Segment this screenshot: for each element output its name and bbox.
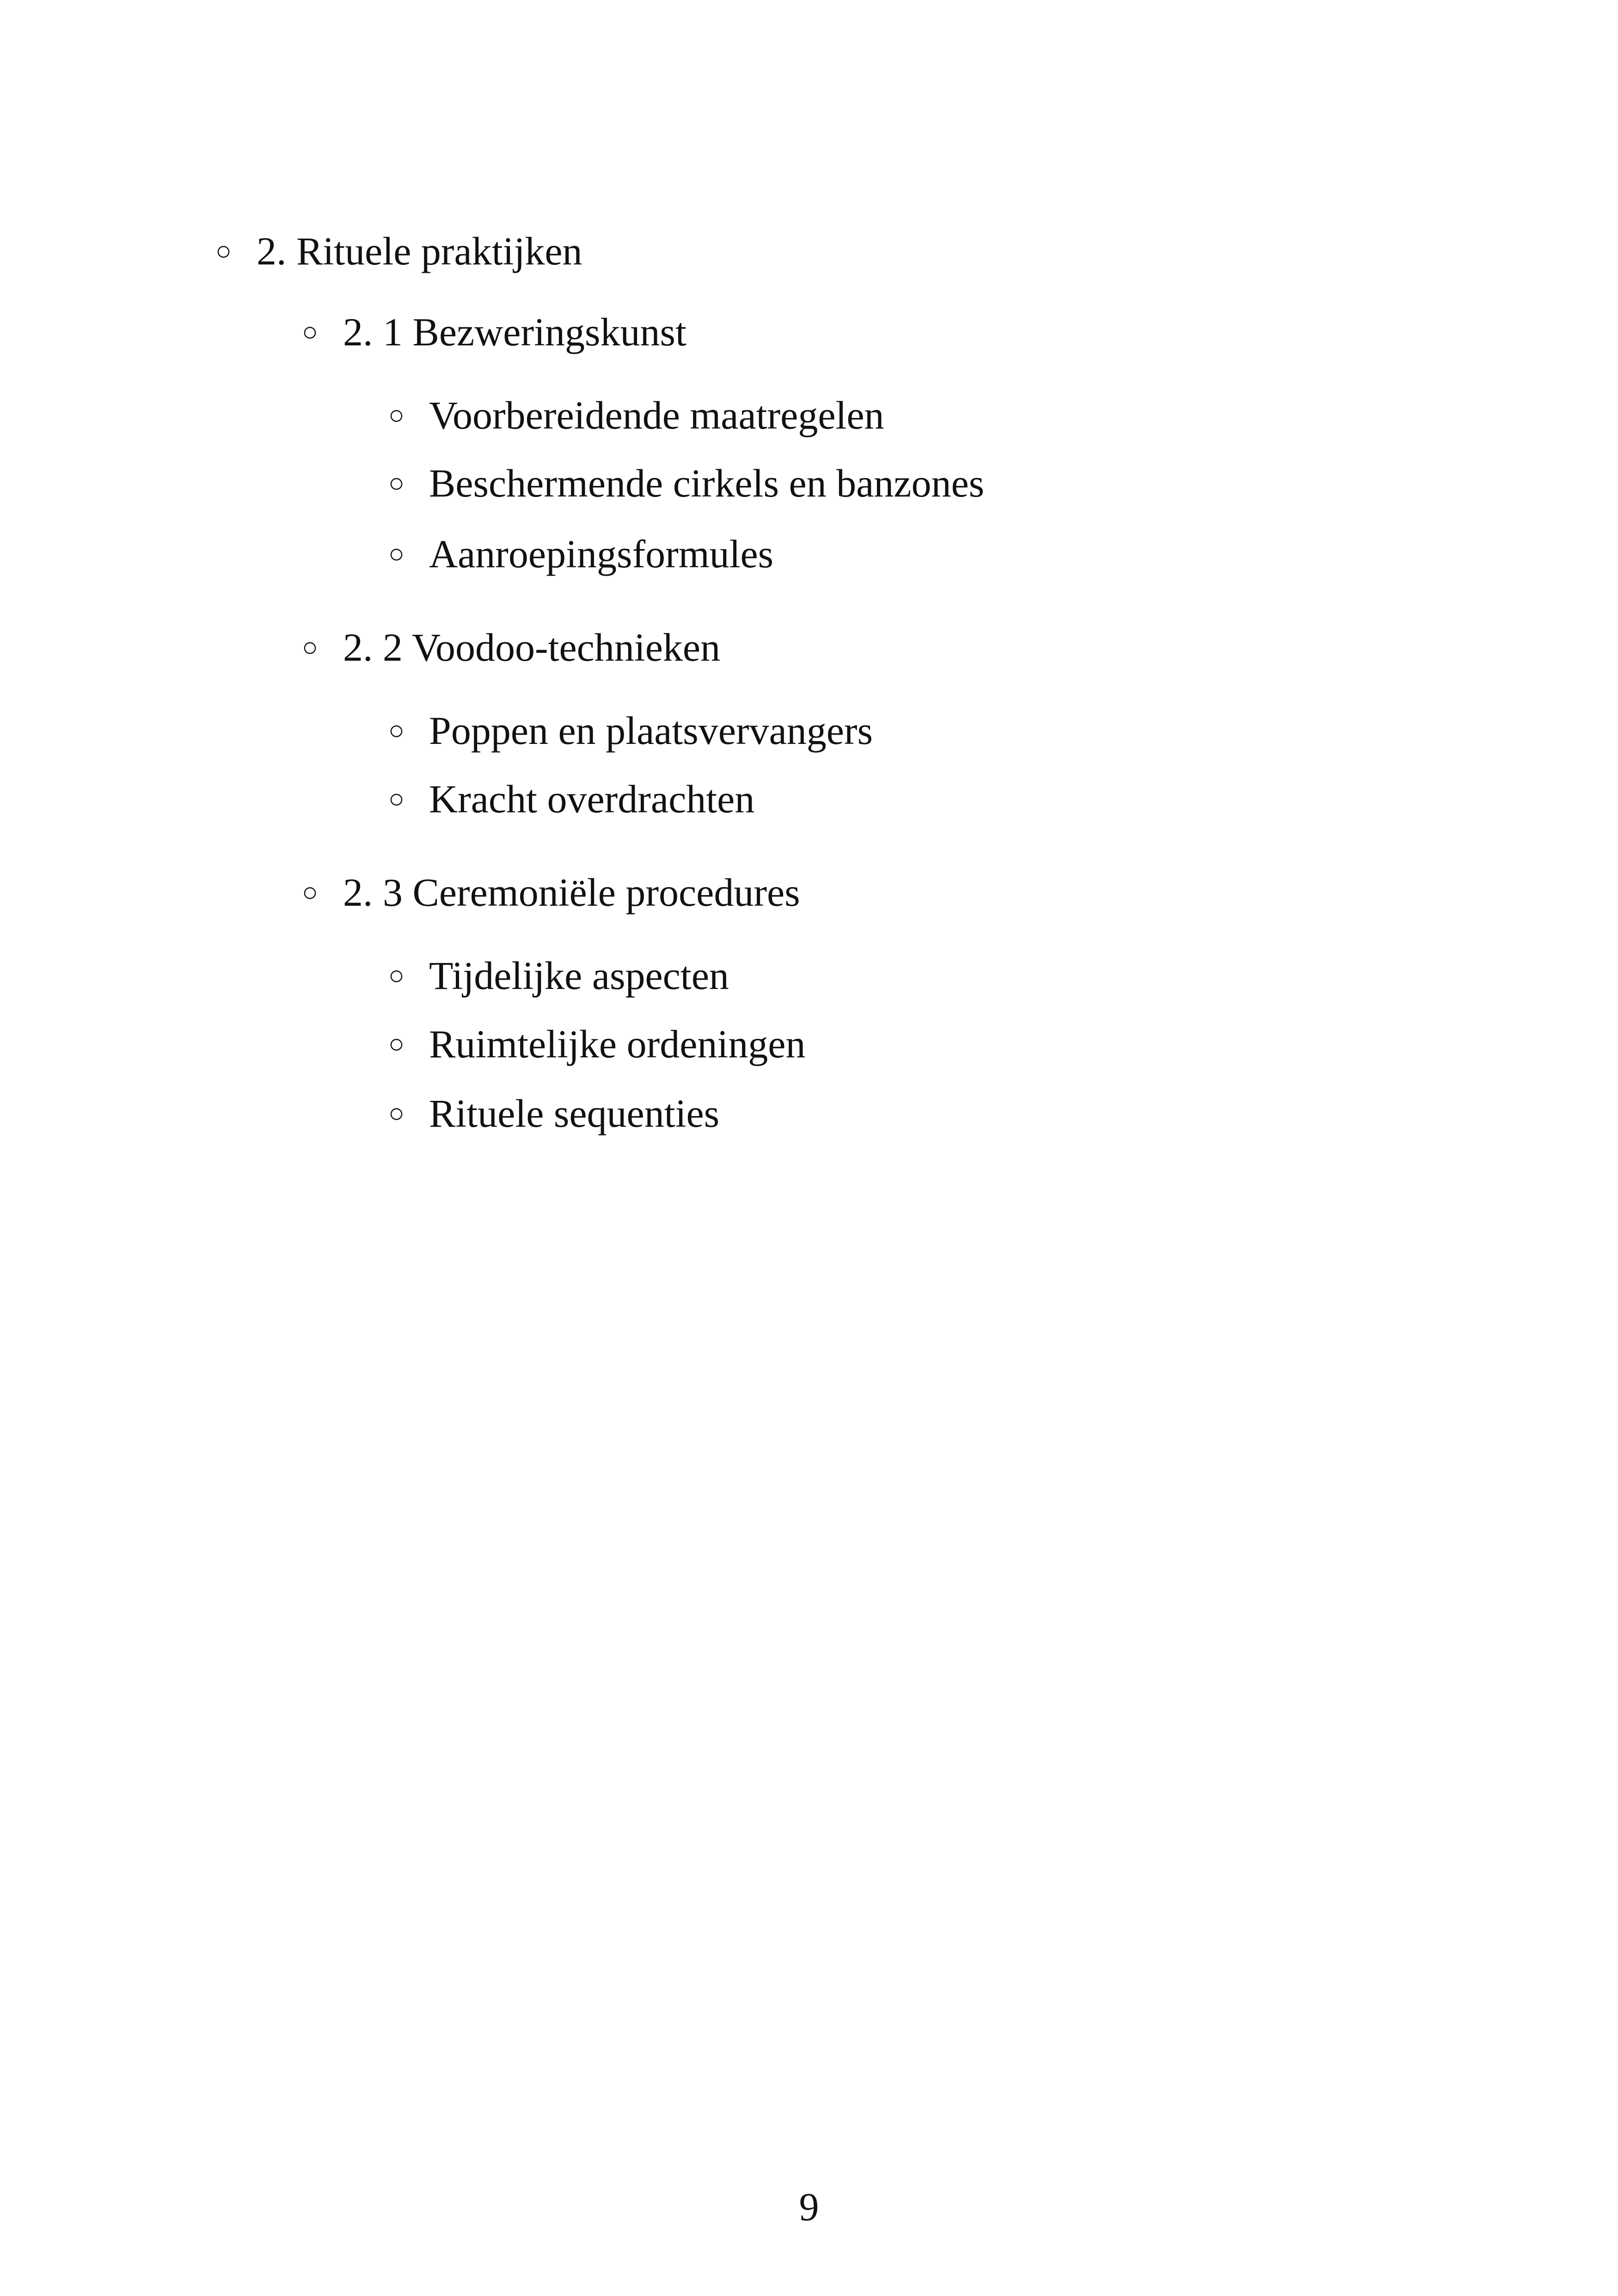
circle-bullet-icon: ○ — [388, 1098, 405, 1128]
item-text: Voorbereidende maatregelen — [429, 393, 884, 437]
item-text: Kracht overdrachten — [429, 777, 755, 821]
item-text: Aanroepingsformules — [429, 532, 774, 576]
circle-bullet-icon: ○ — [302, 317, 319, 347]
circle-bullet-icon: ○ — [388, 715, 405, 745]
page-number: 9 — [799, 2185, 819, 2229]
subsection-title: 2. 2 Voodoo-technieken — [343, 625, 721, 669]
item-text: Rituele sequenties — [429, 1091, 720, 1136]
item-text: Beschermende cirkels en banzones — [429, 461, 985, 505]
circle-bullet-icon: ○ — [302, 632, 319, 662]
circle-bullet-icon: ○ — [388, 784, 405, 814]
circle-bullet-icon: ○ — [388, 400, 405, 430]
item-text: Ruimtelijke ordeningen — [429, 1022, 806, 1066]
subsection-title: 2. 3 Ceremoniële procedures — [343, 870, 800, 915]
section-title: 2. Rituele praktijken — [257, 229, 582, 273]
circle-bullet-icon: ○ — [302, 877, 319, 907]
circle-bullet-icon: ○ — [388, 1029, 405, 1059]
item-text: Poppen en plaatsvervangers — [429, 708, 873, 753]
circle-bullet-icon: ○ — [388, 960, 405, 990]
circle-bullet-icon: ○ — [215, 236, 232, 266]
subsection-title: 2. 1 Bezweringskunst — [343, 310, 686, 354]
item-text: Tijdelijke aspecten — [429, 953, 729, 998]
circle-bullet-icon: ○ — [388, 468, 405, 498]
circle-bullet-icon: ○ — [388, 539, 405, 569]
